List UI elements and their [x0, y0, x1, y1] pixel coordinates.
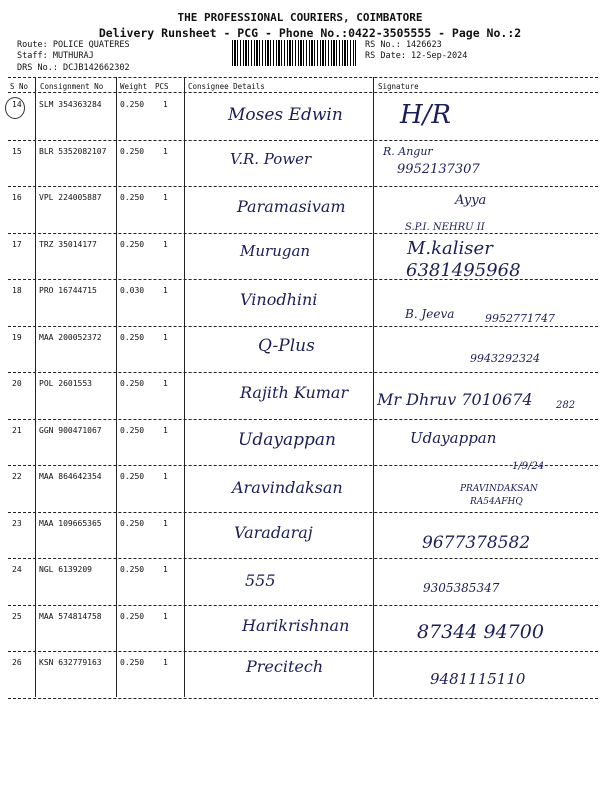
row-pcs: 1	[163, 658, 168, 667]
row-sno: 20	[12, 379, 22, 388]
staff-label: Staff: MUTHURAJ	[17, 51, 94, 61]
handwritten-signature: Ayya	[455, 193, 487, 208]
col-header-consignment: Consignment No	[40, 82, 104, 91]
row-consignment-no: TRZ 35014177	[39, 239, 97, 249]
row-weight: 0.250	[120, 379, 145, 388]
row-pcs: 1	[163, 611, 168, 621]
row-sno: 26	[12, 658, 22, 667]
route-label: Route: POLICE QUATERES	[17, 40, 130, 50]
handwritten-signature: Mr Dhruv 7010674	[377, 390, 533, 409]
row-pcs: 1	[163, 425, 168, 435]
row-sno: 21	[12, 425, 22, 435]
row-pcs: 1	[163, 239, 168, 249]
row-weight: 0.250	[120, 472, 145, 481]
handwritten-signature-number: 9677378582	[422, 533, 531, 553]
row-sno: 24	[12, 565, 22, 574]
drs-number: DRS No.: DCJB142662302	[17, 63, 130, 73]
table-row	[0, 558, 600, 604]
row-weight: 0.250	[120, 332, 145, 342]
row-pcs: 1	[163, 286, 168, 295]
row-pcs: 1	[163, 146, 168, 156]
handwritten-signature: PRAVINDAKSAN	[460, 484, 538, 494]
handwritten-consignee-name: Varadaraj	[234, 523, 313, 542]
col-header-signature: Signature	[378, 82, 419, 91]
row-sno: 18	[12, 286, 22, 295]
row-separator	[8, 698, 598, 699]
handwritten-signature-number: 9952771747	[485, 312, 555, 325]
handwritten-signature-number: 9481115110	[430, 670, 526, 688]
barcode	[232, 40, 356, 66]
handwritten-signature: B. Jeeva	[405, 307, 455, 321]
row-sno: 22	[12, 472, 22, 481]
row-consignment-no: MAA 574814758	[39, 611, 102, 621]
row-pcs: 1	[163, 518, 168, 528]
handwritten-signature: Udayappan	[410, 429, 497, 447]
handwritten-consignee-name: V.R. Power	[230, 150, 312, 168]
row-sno: 15	[12, 146, 22, 156]
header-top-rule	[8, 77, 598, 78]
runsheet-subtitle: Delivery Runsheet - PCG - Phone No.:0422-3505555 - Page No.:2	[98, 26, 522, 40]
row-consignment-no: MAA 864642354	[39, 472, 102, 481]
handwritten-signature-number: 1/9/24	[512, 461, 545, 472]
handwritten-consignee-name: Moses Edwin	[228, 105, 343, 125]
row-pcs: 1	[163, 565, 168, 574]
rs-number: RS No.: 1426623	[365, 40, 442, 50]
row-consignment-no: GGN 900471067	[39, 425, 102, 435]
handwritten-consignee-name: Paramasivam	[237, 197, 346, 216]
handwritten-signature-number: 9305385347	[423, 581, 500, 595]
row-weight: 0.250	[120, 425, 145, 435]
row-weight: 0.250	[120, 239, 145, 249]
row-pcs: 1	[163, 379, 168, 388]
col-header-pcs: PCS	[155, 82, 169, 91]
row-pcs: 1	[163, 332, 168, 342]
handwritten-consignee-name: Murugan	[240, 242, 311, 260]
row-weight: 0.250	[120, 146, 145, 156]
row-sno: 17	[12, 239, 22, 249]
handwritten-consignee-name: 555	[245, 571, 276, 590]
row-pcs: 1	[163, 472, 168, 481]
row-weight: 0.250	[120, 518, 145, 528]
row-weight: 0.250	[120, 611, 145, 621]
handwritten-consignee-name: Harikrishnan	[242, 616, 350, 635]
row-sno: 14	[12, 100, 22, 109]
row-weight: 0.250	[120, 565, 145, 574]
handwritten-signature-number: 6381495968	[406, 260, 521, 281]
handwritten-consignee-name: Precitech	[246, 657, 324, 676]
row-weight: 0.250	[120, 193, 145, 202]
handwritten-consignee-name: Aravindaksan	[232, 478, 343, 497]
row-consignment-no: BLR 5352082107	[39, 146, 107, 156]
handwritten-consignee-name: Udayappan	[238, 430, 336, 450]
row-weight: 0.250	[120, 100, 145, 109]
handwritten-signature: M.kaliser	[407, 238, 493, 259]
handwritten-signature-number: 87344 94700	[417, 621, 544, 643]
handwritten-signature-number: 282	[556, 400, 576, 411]
row-consignment-no: VPL 224005887	[39, 193, 102, 202]
row-consignment-no: KSN 632779163	[39, 658, 102, 667]
row-pcs: 1	[163, 100, 168, 109]
rs-date: RS Date: 12-Sep-2024	[365, 51, 468, 61]
handwritten-signature: H/R	[400, 100, 452, 130]
row-consignment-no: SLM 354363284	[39, 100, 102, 109]
handwritten-signature-number: 9943292324	[470, 352, 540, 365]
company-title: THE PROFESSIONAL COURIERS, COIMBATORE	[177, 11, 423, 24]
col-header-details: Consignee Details	[188, 82, 265, 91]
handwritten-signature-number: 9952137307	[397, 162, 480, 177]
row-consignment-no: NGL 6139209	[39, 565, 92, 574]
handwritten-consignee-name: Vinodhini	[240, 290, 318, 309]
handwritten-signature: R. Angur	[383, 145, 433, 158]
row-sno: 16	[12, 193, 22, 202]
row-sno: 23	[12, 518, 22, 528]
handwritten-signature-number: S.P.I. NEHRU II	[405, 222, 485, 233]
col-header-weight: Weight	[120, 82, 148, 91]
row-sno: 25	[12, 611, 22, 621]
handwritten-consignee-name: Rajith Kumar	[240, 383, 349, 402]
row-weight: 0.030	[120, 286, 145, 295]
handwritten-signature-number: RA54AFHQ	[470, 497, 523, 507]
col-header-sno: S No	[10, 82, 29, 91]
row-consignment-no: MAA 109665365	[39, 518, 102, 528]
row-sno: 19	[12, 332, 22, 342]
handwritten-consignee-name: Q-Plus	[258, 336, 315, 356]
row-consignment-no: MAA 200052372	[39, 332, 102, 342]
row-consignment-no: PRO 16744715	[39, 286, 97, 295]
row-weight: 0.250	[120, 658, 145, 667]
row-pcs: 1	[163, 193, 168, 202]
row-consignment-no: POL 2601553	[39, 379, 92, 388]
